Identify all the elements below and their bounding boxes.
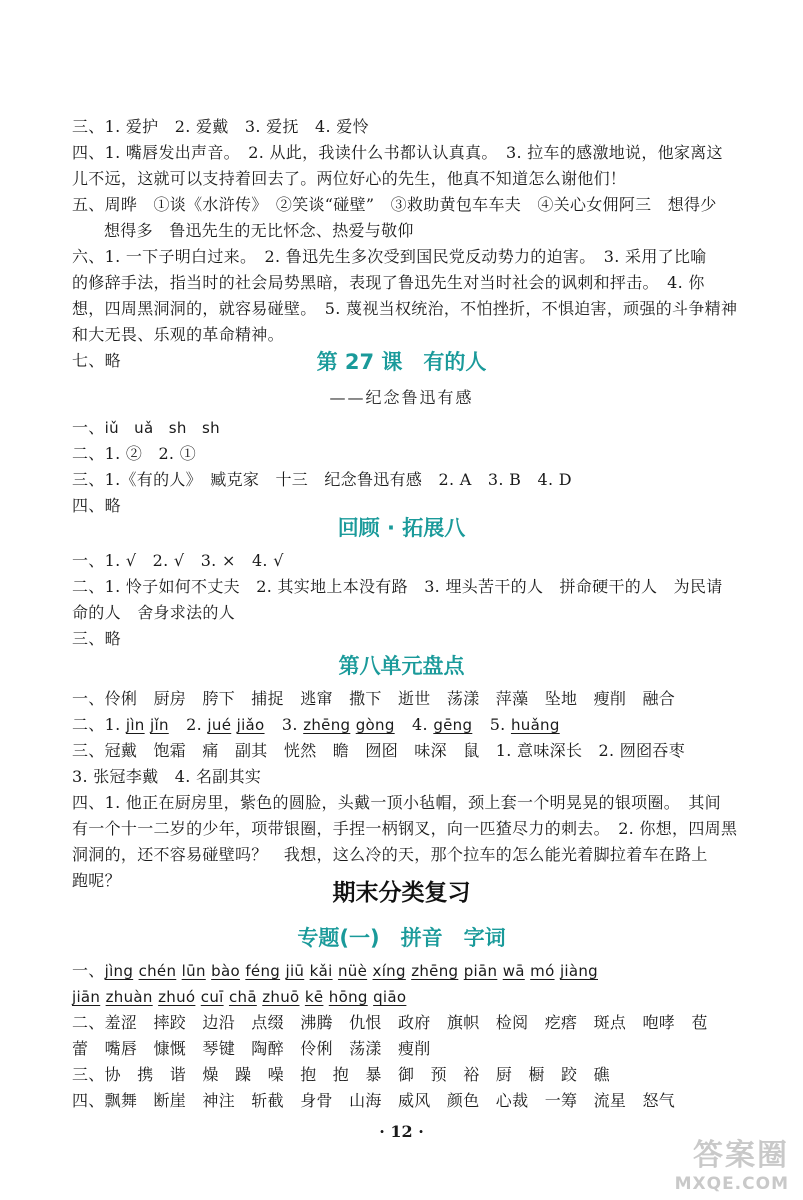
answer-line: 三、协 携 谐 燥 躁 噪 抱 抱 暴 御 预 裕 厨 橱 跤 礁 (72, 1065, 610, 1084)
answer-line: 四、略 (72, 496, 121, 515)
answer-line: 四、1. 嘴唇发出声音。 2. 从此，我读什么书都认认真真。 3. 拉车的感激地说，他家离这 (72, 143, 723, 162)
answer-line: 想，四周黑洞洞的，就容易碰壁。 5. 蔑视当权统治，不怕挫折，不惧迫害，顽强的斗争精神 (72, 299, 738, 318)
answer-line: 三、1.《有的人》 臧克家 十三 纪念鲁迅有感 2. A 3. B 4. D (72, 470, 572, 489)
pinyin-answer: jǐn (150, 716, 169, 734)
pinyin-answer: chā (228, 988, 257, 1006)
answer-line: 二、羞涩 摔跤 边沿 点缀 沸腾 仇恨 政府 旗帜 检阅 疙瘩 斑点 咆哮 苞 (72, 1013, 708, 1032)
num: 1. (104, 715, 121, 734)
pinyin-answer: qiāo (373, 988, 407, 1006)
unit8-title: 第八单元盘点 (338, 654, 465, 678)
pinyin-answer: gòng (355, 716, 395, 734)
pinyin-answer: jiàng (559, 962, 598, 980)
page-number: · 12 · (379, 1122, 424, 1141)
item-label: 一、 (72, 961, 105, 980)
num: 5. (489, 715, 506, 734)
answer-line: 三、略 (72, 629, 121, 648)
pinyin-answer: bào (211, 962, 240, 980)
pinyin-answer: xíng (372, 962, 406, 980)
answer-line: 和大无畏、乐观的革命精神。 (72, 325, 284, 344)
answer-line (72, 984, 752, 1010)
answer-line: 的修辞手法，指当时的社会局势黑暗，表现了鲁迅先生对当时社会的讽刺和抨击。 4. 你 (72, 273, 705, 292)
item-label: 二、 (72, 715, 105, 734)
answer-line (72, 415, 752, 441)
answer-line: 二、1. 怜子如何不丈夫 2. 其实地上本没有路 3. 埋头苦干的人 拼命硬干的人 为民请 (72, 577, 723, 596)
answer-line: 一、1. √ 2. √ 3. × 4. √ (72, 551, 284, 570)
pinyin-answer: wā (502, 962, 525, 980)
pinyin-answer: lūn (181, 962, 206, 980)
pinyin-answer: cuī (200, 988, 224, 1006)
answer-line: 跑呢？ (72, 871, 121, 890)
topic1-title: 专题(一) 拼音 字词 (297, 926, 506, 950)
answer-line: 三、冠戴 饱霜 痛 副其 恍然 瞻 囫囵 味深 鼠 1. 意味深长 2. 囫囵吞枣 (72, 741, 686, 760)
answer-line: 想得多 鲁迅先生的无比怀念、热爱与敬仰 (104, 221, 414, 240)
answer-line: 五、周晔 ①谈《水浒传》 ②笑谈“碰壁” ③救助黄包车车夫 ④关心女佣阿三 想得少 (72, 195, 717, 214)
pinyin-answer: kē (304, 988, 324, 1006)
item-label: 一、 (72, 418, 105, 437)
topic1-answers (72, 958, 752, 1114)
pinyin-answer: iǔ uǎ sh sh (104, 419, 220, 437)
pinyin-answer: jué (207, 716, 232, 734)
pinyin-answer: zhēng (303, 716, 351, 734)
answer-line: 七、略 (72, 351, 121, 370)
pinyin-answer: jiū (285, 962, 305, 980)
watermark-url: MXQE.COM (674, 1174, 789, 1194)
pinyin-answer: féng (245, 962, 281, 980)
pinyin-answer: zhuó (158, 988, 196, 1006)
pinyin-answer: huǎng (510, 716, 560, 734)
watermark (675, 1130, 789, 1194)
answer-line: 一、伶俐 厨房 胯下 捕捉 逃窜 撒下 逝世 荡漾 萍藻 坠地 瘦削 融合 (72, 689, 676, 708)
answer-line: 四、1. 他正在厨房里，紫色的圆脸，头戴一顶小毡帽，颈上套一个明晃晃的银项圈。 其间 (72, 793, 721, 812)
answer-line: 三、1. 爱护 2. 爱戴 3. 爱抚 4. 爱怜 (72, 117, 369, 136)
lesson27-title: 第 27 课 有的人 (316, 350, 487, 374)
num: 3. (281, 715, 298, 734)
pinyin-answer: nüè (337, 962, 368, 980)
pinyin-answer: gēng (433, 716, 473, 734)
lesson27-answers (72, 415, 752, 519)
num: 2. (186, 715, 203, 734)
lesson27-subtitle: ——纪念鲁迅有感 (329, 388, 474, 407)
answer-line: 3. 张冠李戴 4. 名副其实 (72, 767, 262, 786)
unit8-answers (72, 686, 752, 894)
num: 4. (412, 715, 428, 734)
prev-section-answers (72, 114, 752, 374)
answer-line: 四、飘舞 断崖 神注 斩截 身骨 山海 威风 颜色 心裁 一筹 流星 怒气 (72, 1091, 676, 1110)
answer-line: 有一个十一二岁的少年，项带银圈，手捏一柄钢叉，向一匹猹尽力的刺去。 2. 你想，四周黑 (72, 819, 738, 838)
pinyin-answer: kǎi (309, 962, 333, 980)
answer-line: 儿不远，这就可以支持着回去了。两位好心的先生，他真不知道怎么谢他们！ (72, 169, 627, 188)
pinyin-answer: jiǎo (236, 716, 265, 734)
answer-line: 洞洞的，还不容易碰壁吗？ 我想，这么冷的天，那个拉车的怎么能光着脚拉着车在路上 (72, 845, 708, 864)
pinyin-answer: mó (530, 962, 555, 980)
pinyin-answer: jìn (125, 716, 145, 734)
pinyin-answer: piān (463, 962, 498, 980)
answer-line: 蕾 嘴唇 慷慨 琴键 陶醉 伶俐 荡漾 瘦削 (72, 1039, 431, 1058)
answer-line (72, 712, 752, 738)
watermark-logo-text: 答案圈 (693, 1138, 789, 1173)
pinyin-answer: zhēng (411, 962, 459, 980)
pinyin-answer: chén (138, 962, 177, 980)
review8-answers (72, 548, 752, 652)
pinyin-answer: zhuō (262, 988, 300, 1006)
answer-line (72, 958, 752, 984)
final-review-title: 期末分类复习 (332, 880, 471, 906)
answer-line: 二、1. ② 2. ① (72, 444, 197, 463)
pinyin-answer: jìng (104, 962, 134, 980)
answer-line: 六、1. 一下子明白过来。 2. 鲁迅先生多次受到国民党反动势力的迫害。 3. 采用了比喻 (72, 247, 707, 266)
answer-line: 命的人 舍身求法的人 (72, 603, 236, 622)
pinyin-answer: jiān (72, 988, 101, 1006)
pinyin-answer: hōng (328, 988, 368, 1006)
pinyin-answer: zhuàn (105, 988, 153, 1006)
review8-title: 回顾 · 拓展八 (337, 516, 466, 540)
